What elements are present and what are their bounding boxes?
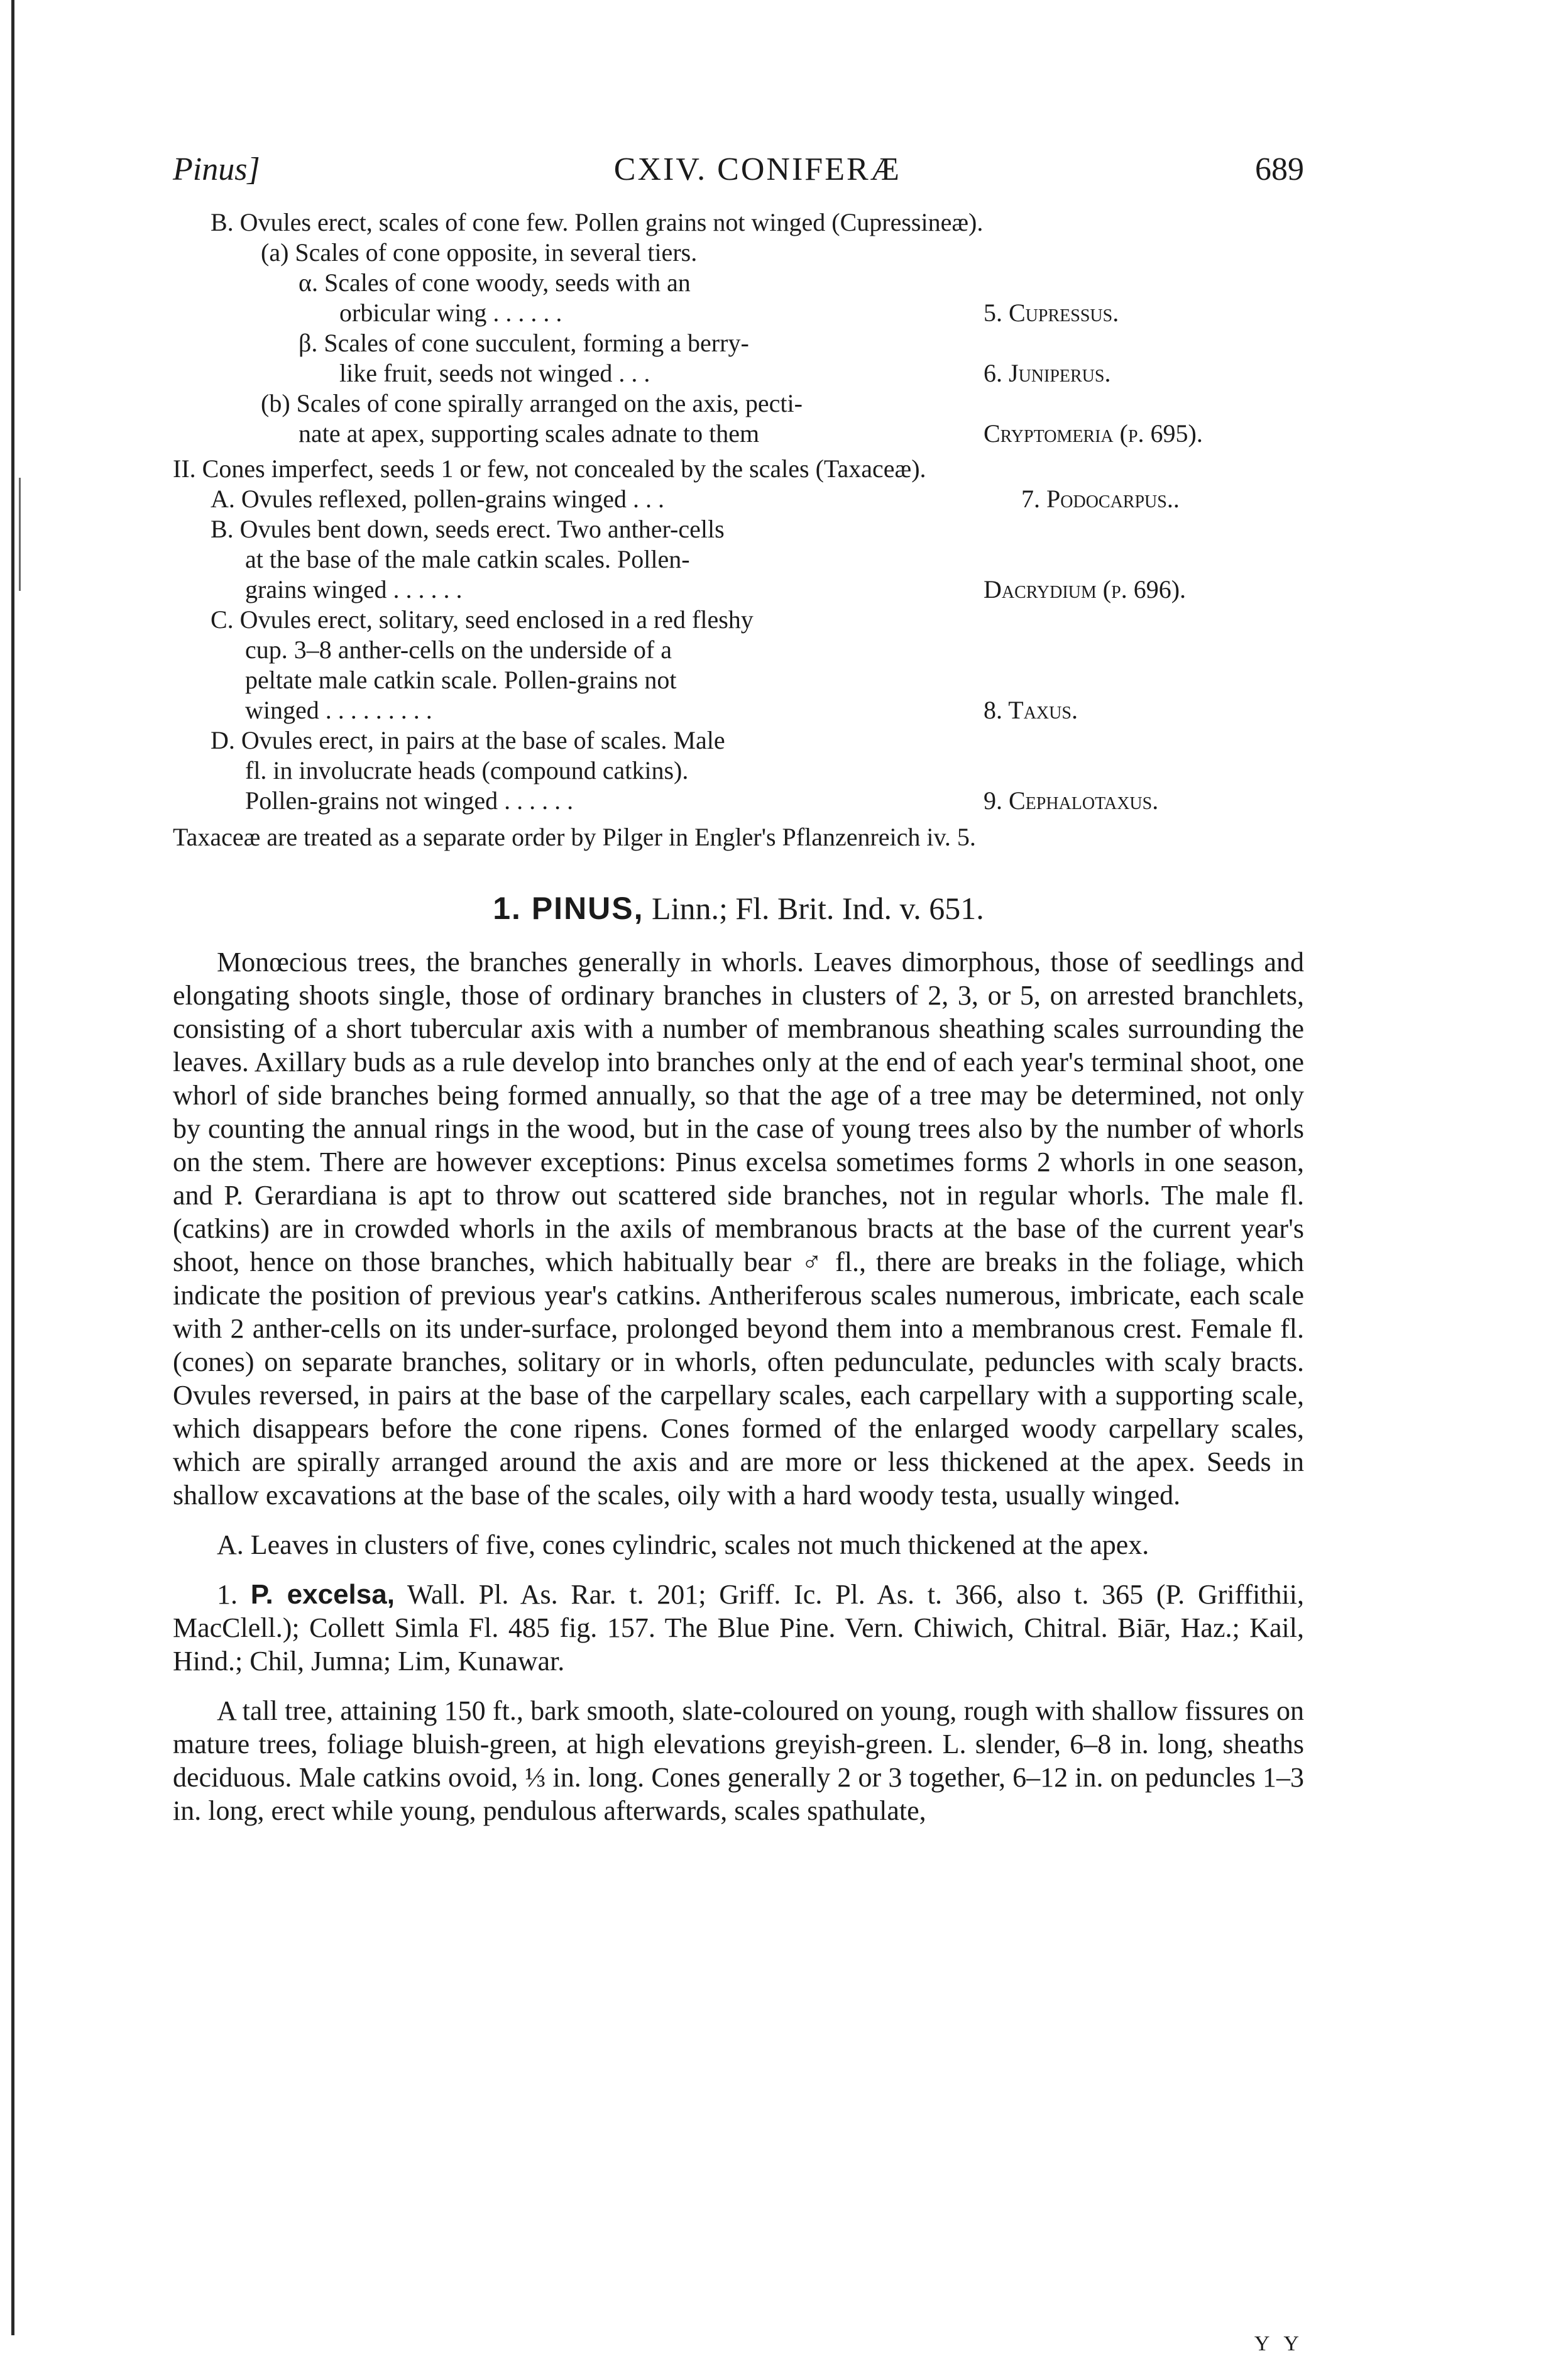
key-beta bbox=[173, 328, 1304, 388]
key-D-line1: D. Ovules erect, in pairs at the base of scales. Male bbox=[211, 726, 725, 754]
species-name: P. excelsa, bbox=[250, 1579, 395, 1610]
genus-description-block bbox=[173, 945, 1304, 1827]
scan-binding-edge bbox=[11, 0, 14, 2335]
key-beta-result: 6. Juniperus. bbox=[984, 359, 1111, 387]
key-alpha-result: 5. Cupressus. bbox=[984, 299, 1119, 327]
key-B-line2: at the base of the male catkin scales. Pollen- bbox=[245, 545, 690, 573]
running-head bbox=[173, 151, 1304, 195]
species-number: 1. bbox=[217, 1579, 238, 1610]
key-C-line4: winged . . . . . . . . . bbox=[245, 696, 432, 724]
key-ii-heading: II. Cones imperfect, seeds 1 or few, not concealed by the scales (Taxaceæ). bbox=[173, 454, 926, 483]
key-alpha bbox=[173, 268, 1304, 328]
species-citation: Wall. Pl. As. Rar. t. 201; Griff. Ic. Pl. As. t. 366, also t. 365 (P. Griffithii, MacClell.); Collett Simla Fl. 485 fig. 157. The Blue Pine. Vern. Chiwich, Chitral. Biār, Haz.; Kail, Hind.; Chil, Jumna; Lim, Kunawar. bbox=[173, 1579, 1305, 1676]
section-a-heading: A. Leaves in clusters of five, cones cylindric, scales not much thickened at the apex. bbox=[217, 1529, 1149, 1560]
running-head-title: CXIV. CONIFERÆ bbox=[613, 151, 901, 187]
taxaceae-note: Taxaceæ are treated as a separate order by Pilger in Engler's Pflanzenreich iv. 5. bbox=[173, 823, 976, 851]
key-D bbox=[173, 725, 1304, 816]
key-C-line1: C. Ovules erect, solitary, seed enclosed in a red fleshy bbox=[211, 605, 754, 634]
key-B-line3: grains winged . . . . . . bbox=[245, 575, 463, 603]
key-C-result: 8. Taxus. bbox=[984, 696, 1078, 724]
key-b2-result: Cryptomeria (p. 695). bbox=[984, 419, 1203, 448]
genus-heading bbox=[173, 890, 1304, 927]
key-b2-line1: (b) Scales of cone spirally arranged on the axis, pecti- bbox=[261, 389, 803, 417]
key-b2 bbox=[173, 388, 1304, 449]
key-C bbox=[173, 605, 1304, 725]
printer-signature: Y Y bbox=[1254, 2332, 1304, 2355]
species-description: A tall tree, attaining 150 ft., bark smooth, slate-coloured on young, rough with shallow fissures on mature trees, foliage bluish-green, at high elevations greyish-green. L. slender, 6–8 in. long, sheaths deciduous. Male catkins ovoid, ⅓ in. long. Cones generally 2 or 3 together, 6–12 in. on peduncles 1–3 in. long, erect while young, pendulous afterwards, scales spathulate, bbox=[173, 1695, 1304, 1826]
key-A-result: 7. Podocarpus.. bbox=[1021, 485, 1180, 513]
page bbox=[173, 151, 1305, 2355]
key-alpha-line1: α. Scales of cone woody, seeds with an bbox=[299, 268, 691, 297]
key-b2-line2: nate at apex, supporting scales adnate to them bbox=[299, 419, 760, 448]
key-b-heading: B. Ovules erect, scales of cone few. Pollen grains not winged (Cupressineæ). bbox=[211, 208, 984, 236]
scan-binding-mark bbox=[19, 478, 21, 591]
key-B-line1: B. Ovules bent down, seeds erect. Two anther-cells bbox=[211, 515, 725, 543]
key-D-line2: fl. in involucrate heads (compound catkins). bbox=[245, 756, 689, 784]
key-B-result: Dacrydium (p. 696). bbox=[984, 575, 1187, 603]
key-A bbox=[173, 484, 1304, 514]
species-entry bbox=[173, 1578, 1304, 1678]
genus-description: Monœcious trees, the branches generally in whorls. Leaves dimorphous, those of seedlings and elongating shoots single, those of ordinary branches in clusters of 2, 3, or 5, on arrested branchlets, consisting of a short tubercular axis with a number of membranous sheathing scales surrounding the leaves. Axillary buds as a rule develop into branches only at the end of each year's terminal shoot, one whorl of side branches being formed annually, so that the age of a tree may be determined, not only by counting the annual rings in the wood, but in the case of young trees also by the number of whorls on the stem. There are however exceptions: Pinus excelsa sometimes forms 2 whorls in one season, and P. Gerardiana is apt to throw out scattered side branches, not in regular whorls. The male fl. (catkins) are in crowded whorls in the axils of membranous bracts at the base of the current year's shoot, hence on those branches, which habitually bear ♂ fl., there are breaks in the foliage, which indicate the position of previous year's catkins. Antheriferous scales numerous, imbricate, each scale with 2 anther-cells on its under-surface, prolonged beyond them into a membranous crest. Female fl. (cones) on separate branches, solitary or in whorls, often pedunculate, peduncles with scaly bracts. Ovules reversed, in pairs at the base of the carpellary scales, each carpellary with a supporting scale, which disappears before the cone ripens. Cones formed of the enlarged woody carpellary scales, which are spirally arranged around the axis and are more or less thickened at the apex. Seeds in shallow excavations at the base of the scales, oily with a hard woody testa, usually winged. bbox=[173, 947, 1304, 1511]
genus-name: 1. PINUS, bbox=[493, 891, 644, 926]
key-B bbox=[173, 514, 1304, 605]
key-C-line2: cup. 3–8 anther-cells on the underside of a bbox=[245, 636, 672, 664]
key-beta-line2: like fruit, seeds not winged . . . bbox=[339, 359, 650, 387]
key-a-heading: (a) Scales of cone opposite, in several tiers. bbox=[261, 238, 698, 267]
key-beta-line1: β. Scales of cone succulent, forming a berry- bbox=[299, 329, 749, 357]
identification-key bbox=[173, 207, 1304, 852]
key-D-line3: Pollen-grains not winged . . . . . . bbox=[245, 786, 574, 815]
page-number: 689 bbox=[1255, 151, 1304, 187]
key-D-result: 9. Cephalotaxus. bbox=[984, 786, 1159, 815]
key-C-line3: peltate male catkin scale. Pollen-grains not bbox=[245, 666, 677, 694]
genus-citation: Linn.; Fl. Brit. Ind. v. 651. bbox=[652, 891, 984, 926]
key-A-line1: A. Ovules reflexed, pollen-grains winged . . . bbox=[211, 485, 665, 513]
key-alpha-line2: orbicular wing . . . . . . bbox=[339, 299, 562, 327]
running-head-left: Pinus] bbox=[173, 151, 260, 187]
